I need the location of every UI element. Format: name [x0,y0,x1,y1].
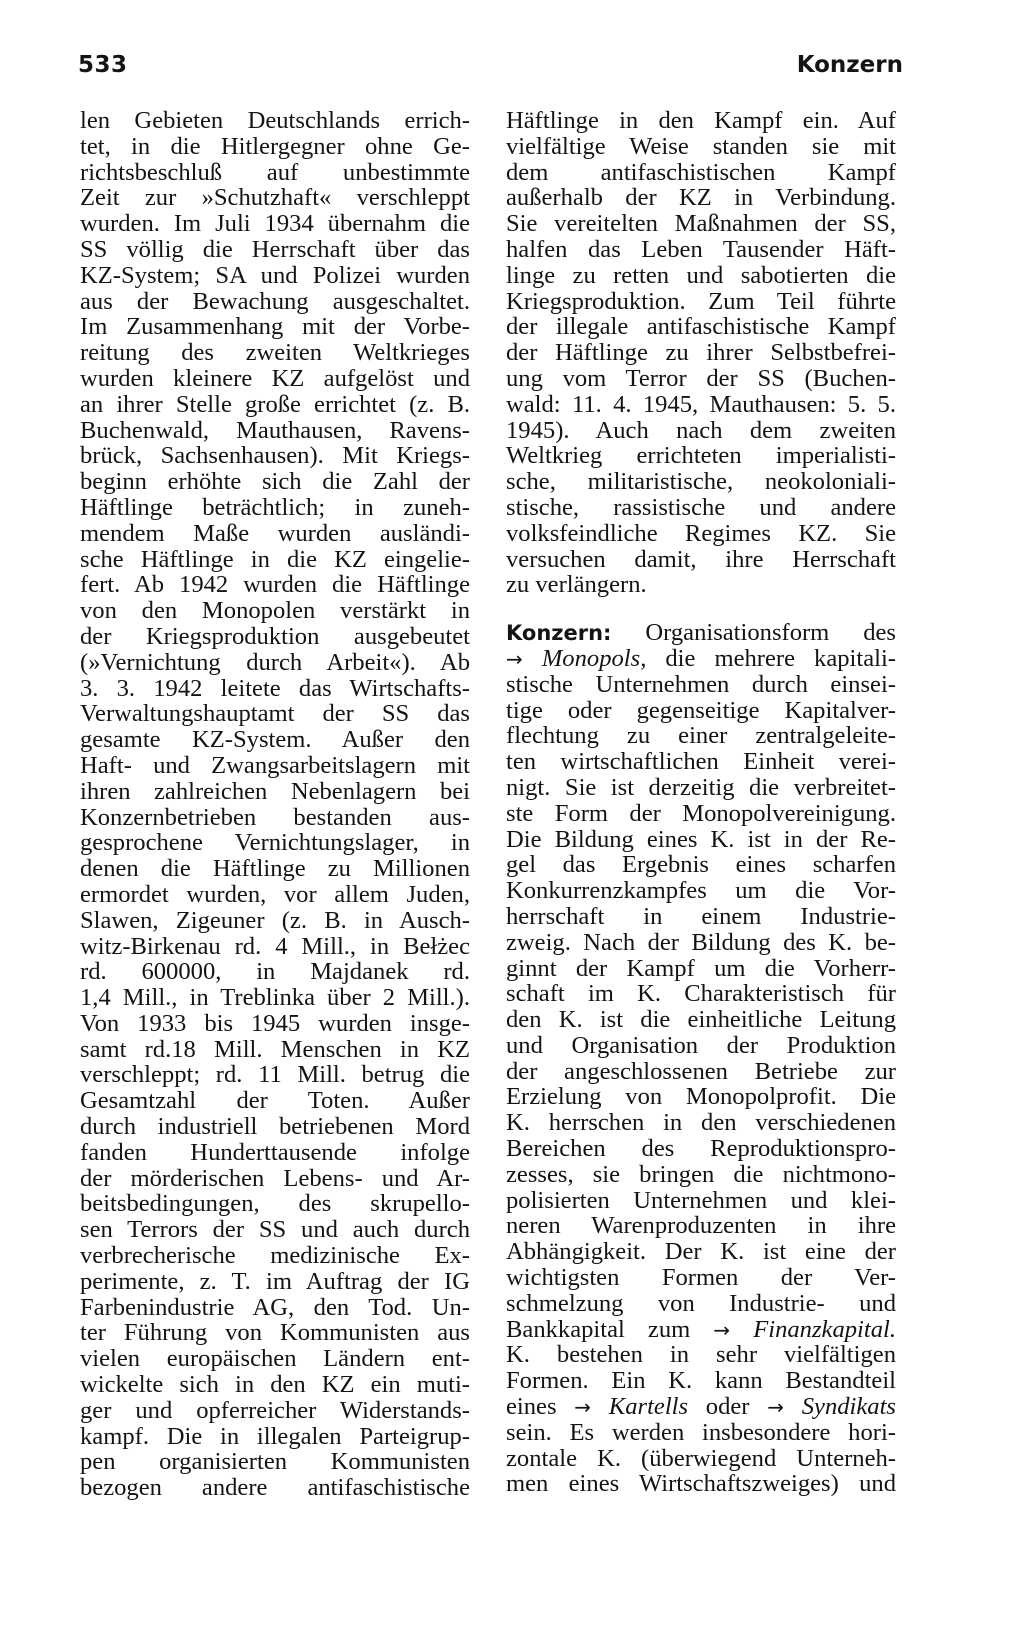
arrow-icon: → [574,1395,592,1420]
paragraph-gap [506,598,896,620]
text-line: fert. Ab 1942 wurden die Häftlinge [80,572,470,599]
text-line: Die Bildung eines K. ist in der Re- [506,826,896,853]
text-line: K. herrschen in den verschiedenen [506,1110,896,1137]
text-line: K. bestehen in sehr vielfältigen [506,1342,896,1369]
text-line: zu verlängern. [506,572,647,599]
right-column-text-part2c [506,1420,896,1497]
text-fragment: Bankkapital zum [506,1316,714,1343]
text-line: gel das Ergebnis eines scharfen [506,852,896,879]
text-line: gesamte KZ-System. Außer den [80,727,470,753]
text-line: Im Zusammenhang mit der Vorbe- [80,314,470,341]
text-line: rd. 600000, in Majdanek rd. [80,959,470,986]
text-line: wurden. Im Juli 1934 übernahm die [80,211,470,237]
text-line [506,646,896,672]
text-line: sen Terrors der SS und auch durch [80,1217,470,1244]
text-line: dem antifaschistischen Kampf [506,159,896,186]
text-line: volksfeindliche Regimes KZ. Sie [506,520,896,547]
text-line: vielen europäischen Ländern ent- [80,1346,470,1373]
cross-reference-monopols[interactable]: Monopols, [541,645,647,672]
text-line: zweig. Nach der Bildung des K. be- [506,929,896,956]
text-line: polisierten Unternehmen und klei- [506,1187,896,1214]
entry-headword: Konzern: [506,621,612,646]
cross-reference-syndikats[interactable]: Syndikats [801,1394,896,1420]
text-line: ermordet wurden, vor allem Juden, [80,881,470,908]
text-line: der angeschlossenen Betriebe zur [506,1058,896,1085]
text-line: schaft im K. Charakteristisch für [506,981,896,1008]
text-line: Buchenwald, Mauthausen, Ravens- [80,417,470,444]
text-line: bezogen andere antifaschistische [80,1475,470,1502]
text-line: der illegale antifaschistische Kampf [506,314,896,341]
page-number: 533 [78,52,128,78]
text-line: stische, rassistische und andere [506,494,896,521]
text-line: kampf. Die in illegalen Parteigrup- [80,1423,470,1450]
text-line: Weltkrieg errichteten imperialisti- [506,443,896,470]
text-line: neren Warenproduzenten in ihre [506,1213,896,1240]
text-line: Haft- und Zwangsarbeitslagern mit [80,752,470,779]
text-line: SS völlig die Herrschaft über das [80,236,470,263]
text-line: reitung des zweiten Weltkrieges [80,340,470,366]
text-line: Formen. Ein K. kann Bestandteil [506,1368,896,1395]
text-line: Von 1933 bis 1945 wurden insge- [80,1010,470,1037]
running-head: Konzern [796,52,903,78]
text-line: ger und opferreicher Widerstands- [80,1397,470,1424]
text-line: stische Unternehmen durch einsei- [506,671,896,698]
text-line: beitsbedingungen, des skrupello- [80,1191,470,1218]
text-fragment: die mehrere kapitali- [646,645,896,672]
arrow-icon: → [713,1317,731,1342]
text-line: wurden kleinere KZ aufgelöst und [80,365,470,392]
text-line [506,1317,896,1343]
text-line: ung vom Terror der SS (Buchen- [506,365,896,392]
text-line: sche Häftlinge in die KZ eingelie- [80,546,470,573]
text-line: halfen das Leben Tausender Häft- [506,236,896,263]
text-line: außerhalb der KZ in Verbindung. [506,185,896,212]
text-line: ten wirtschaftlichen Einheit verei- [506,749,896,775]
text-line: (»Vernichtung durch Arbeit«). Ab [80,649,470,676]
text-line: KZ-System; SA und Polizei wurden [80,262,470,289]
text-line: und Organisation der Produktion [506,1032,896,1059]
text-line [506,1394,896,1420]
entry-definition-start: Organisationsform des [611,620,896,646]
text-line: ginnt der Kampf um die Vorherr- [506,955,896,982]
text-fragment: eines [506,1394,575,1420]
text-line: Bereichen des Reproduktionspro- [506,1136,896,1162]
left-column [80,108,470,1501]
text-line: an ihrer Stelle große errichtet (z. B. [80,391,470,418]
text-line: Zeit zur »Schutzhaft« verschleppt [80,185,470,212]
text-line: sche, militaristische, neokoloniali- [506,469,896,495]
text-line: den K. ist die einheitliche Leitung [506,1007,896,1033]
text-line: Sie vereitelten Maßnahmen der SS, [506,211,896,237]
text-line: perimente, z. T. im Auftrag der IG [80,1268,470,1295]
text-line: pen organisierten Kommunisten [80,1449,470,1476]
text-line: durch industriell betriebenen Mord [80,1114,470,1140]
text-line: men eines Wirtschaftszweiges) und [506,1471,896,1498]
text-line: Gesamtzahl der Toten. Außer [80,1088,470,1115]
text-line: witz-Birkenau rd. 4 Mill., in Bełżec [80,933,470,960]
text-line: zesses, sie bringen die nichtmono- [506,1161,896,1188]
text-line: herrschaft in einem Industrie- [506,903,896,930]
text-line: zontale K. (überwiegend Unterneh- [506,1445,896,1472]
cross-reference-kartells[interactable]: Kartells [608,1394,689,1420]
text-line: Konkurrenzkampfes um die Vor- [506,878,896,904]
text-line: ihren zahlreichen Nebenlagern bei [80,778,470,805]
text-line: von den Monopolen verstärkt in [80,598,470,624]
text-line: mendem Maße wurden ausländi- [80,520,470,547]
text-line: ter Führung von Kommunisten aus [80,1320,470,1347]
text-line: len Gebieten Deutschlands errich- [80,108,470,134]
text-line: Verwaltungshauptamt der SS das [80,701,470,728]
arrow-icon: → [767,1395,784,1420]
text-line: denen die Häftlinge zu Millionen [80,856,470,882]
entry-first-line [506,620,896,646]
text-line: Kriegsproduktion. Zum Teil führte [506,288,896,315]
text-line: schmelzung von Industrie- und [506,1290,896,1317]
text-line: Abhängigkeit. Der K. ist eine der [506,1239,896,1266]
text-line: tet, in die Hitlergegner ohne Ge- [80,133,470,160]
text-line: flechtung zu einer zentralgeleite- [506,723,896,750]
right-column-text-part2b [506,1342,896,1394]
text-line: 1,4 Mill., in Treblinka über 2 Mill.). [80,985,470,1011]
text-line: Farbenindustrie AG, den Tod. Un- [80,1294,470,1321]
text-line: beginn erhöhte sich die Zahl der [80,469,470,495]
text-line: fanden Hunderttausende infolge [80,1139,470,1166]
text-line: Häftlinge beträchtlich; in zuneh- [80,494,470,521]
text-line: Häftlinge in den Kampf ein. Auf [506,108,896,134]
text-line: wickelte sich in den KZ ein muti- [80,1372,470,1398]
text-line: verschleppt; rd. 11 Mill. betrug die [80,1062,470,1089]
text-line: brück, Sachsenhausen). Mit Kriegs- [80,443,470,470]
text-line: 1945). Auch nach dem zweiten [506,417,896,444]
text-line: sein. Es werden insbesondere hori- [506,1419,896,1446]
text-line: Erzielung von Monopolprofit. Die [506,1084,896,1111]
text-line: Konzernbetrieben bestanden aus- [80,804,470,831]
text-line: vielfältige Weise standen sie mit [506,133,896,160]
text-line: versuchen damit, ihre Herrschaft [506,546,896,573]
text-line: ste Form der Monopolvereinigung. [506,800,896,827]
text-line: Slawen, Zigeuner (z. B. in Ausch- [80,907,470,934]
text-line: der Häftlinge zu ihrer Selbstbefrei- [506,340,896,366]
text-fragment: oder [688,1394,768,1420]
arrow-icon: → [506,646,523,671]
text-line: der mörderischen Lebens- und Ar- [80,1165,470,1192]
text-line: 3. 3. 1942 leitete das Wirtschafts- [80,675,470,702]
text-line: wald: 11. 4. 1945, Mauthausen: 5. 5. [506,391,896,418]
right-column [506,108,896,1497]
right-column-text-part2a [506,672,896,1317]
text-line: verbrecherische medizinische Ex- [80,1243,470,1269]
text-line: linge zu retten und sabotierten die [506,262,896,289]
text-line: tige oder gegenseitige Kapitalver- [506,697,896,724]
text-line: gesprochene Vernichtungslager, in [80,830,470,857]
text-line: samt rd.18 Mill. Menschen in KZ [80,1036,470,1063]
cross-reference-finanzkapital[interactable]: Finanzkapital. [753,1316,896,1343]
text-line: richtsbeschluß auf unbestimmte [80,159,470,186]
text-line: nigt. Sie ist derzeitig die verbreitet- [506,774,896,801]
text-line: aus der Bewachung ausgeschaltet. [80,288,470,315]
text-line: der Kriegsproduktion ausgebeutet [80,623,470,650]
right-column-text-part1 [506,108,896,572]
text-line: wichtigsten Formen der Ver- [506,1265,896,1291]
